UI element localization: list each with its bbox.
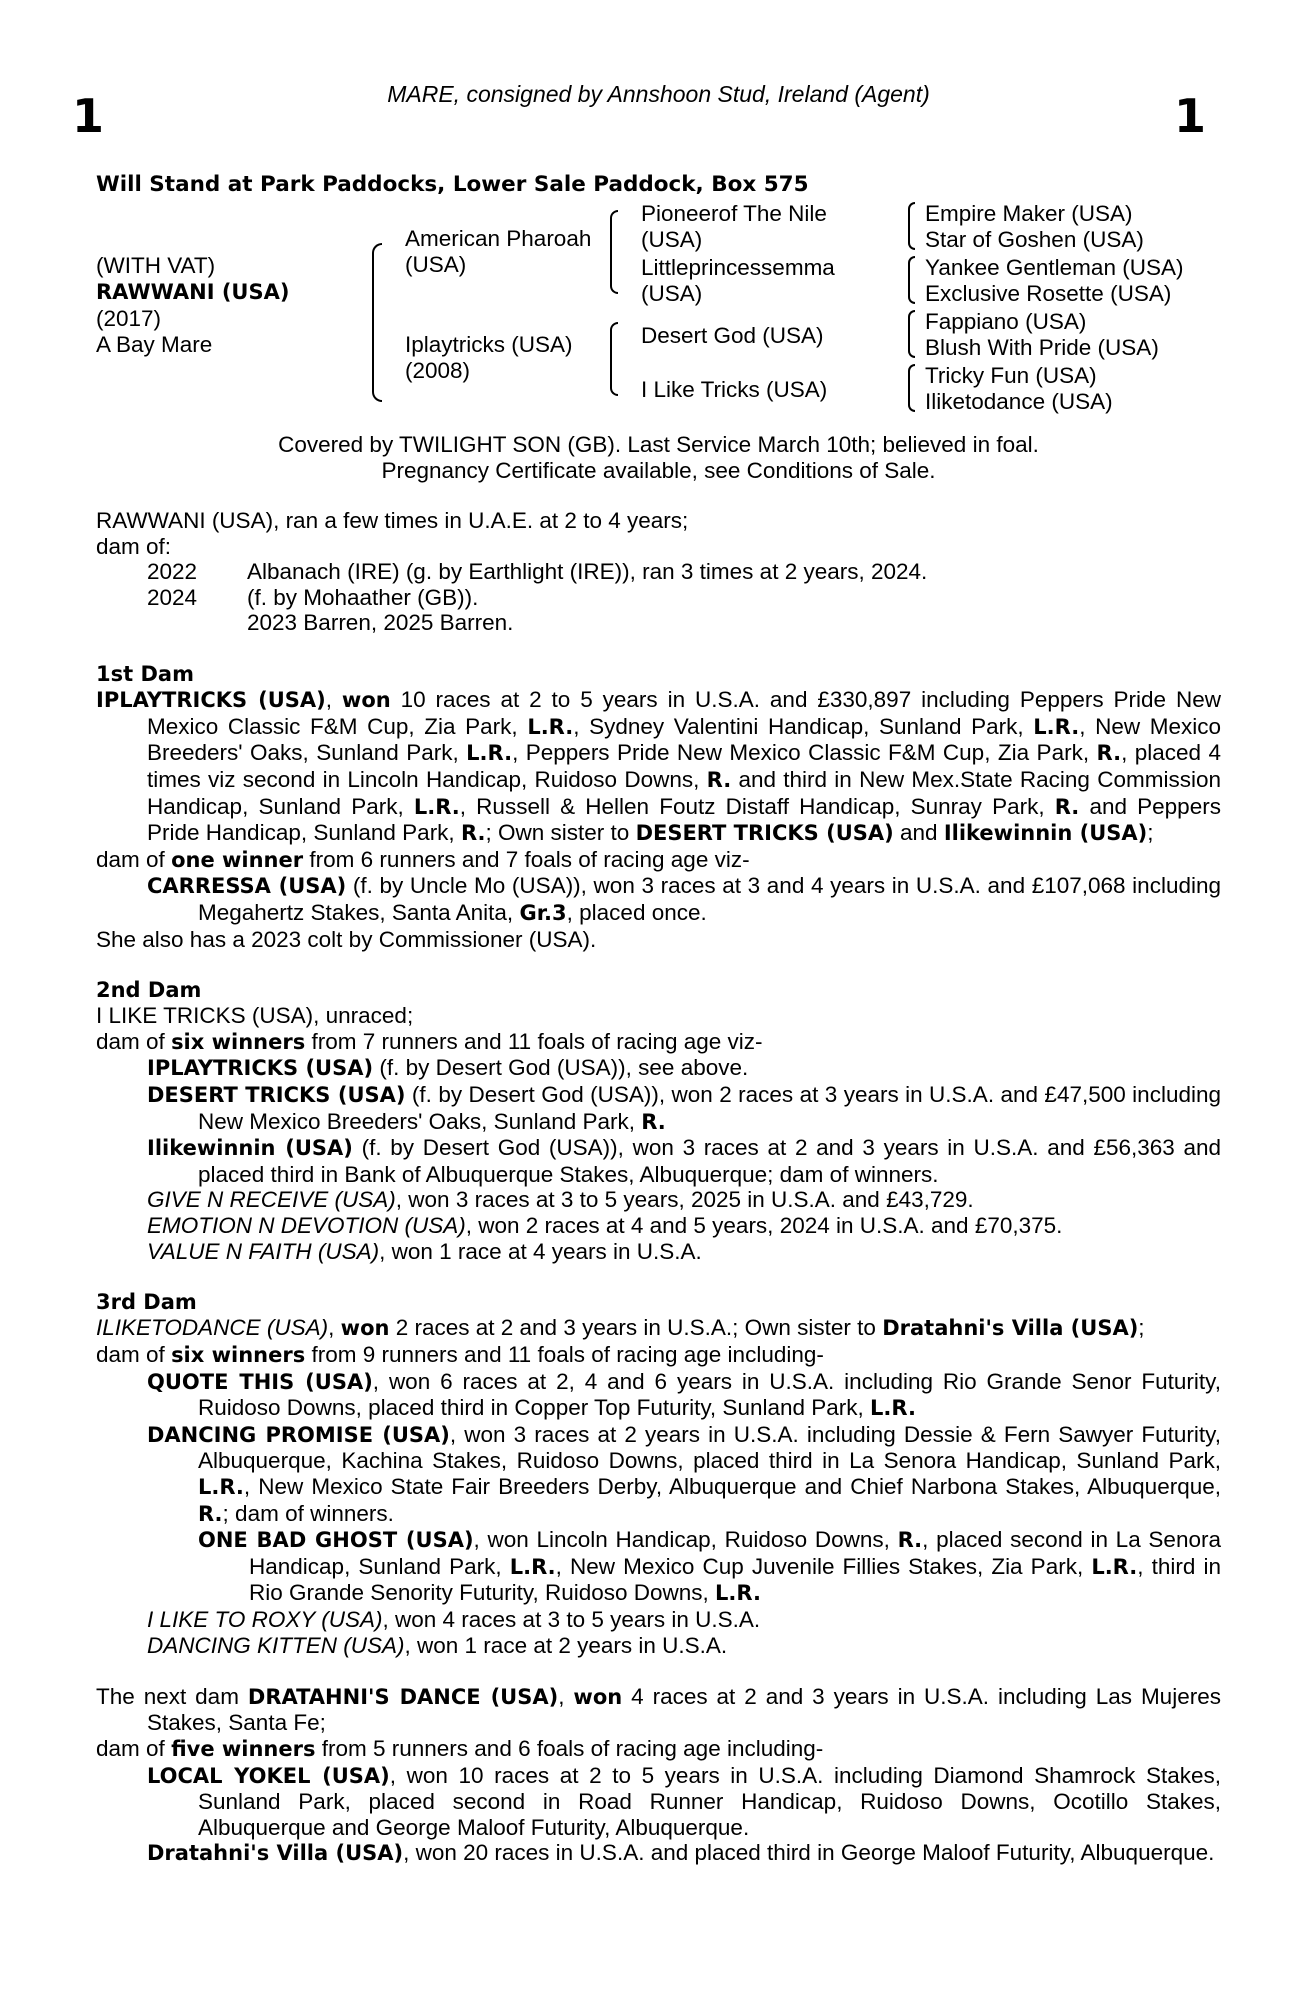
record-text: , Sydney Valentini Handicap, Sunland Park,	[573, 713, 1024, 739]
dam-line1: Iplaytricks (USA)	[405, 332, 573, 357]
race-mark: R.	[198, 1501, 223, 1526]
dds-1: Tricky Fun (USA)	[925, 363, 1097, 388]
progeny-dratahnis-villa	[96, 1840, 1221, 1867]
record-text: from 7 runners and 11 foals of racing age viz-	[311, 1028, 763, 1054]
sire-line2: (USA)	[405, 252, 467, 277]
winner-count: six winners	[171, 1029, 306, 1054]
covered-note	[96, 432, 1221, 483]
lot-number-left: 1	[72, 89, 105, 143]
record-text: , placed 4 times viz second in Lincoln Handicap, Ruidoso Downs,	[147, 740, 1221, 792]
group-race-mark: Gr.3	[519, 900, 567, 925]
intro-dam-of: dam of:	[96, 533, 172, 559]
progeny-one-bad-ghost	[96, 1527, 1221, 1607]
record-text: , Peppers Pride New Mexico Classic F&M Cup, Zia Park,	[512, 740, 1090, 766]
intro-race-line: RAWWANI (USA), ran a few times in U.A.E. at 2 to 4 years;	[96, 508, 689, 533]
first-dam-heading: 1st Dam	[96, 661, 194, 686]
record-text: from 5 runners and 6 foals of racing age including-	[321, 1735, 824, 1761]
record-text: and	[900, 820, 938, 846]
progeny-emotion-n-devotion	[96, 1213, 1221, 1239]
second-dam-heading: 2nd Dam	[96, 977, 202, 1002]
ss-line2: (USA)	[641, 227, 703, 252]
sds-2: Exclusive Rosette (USA)	[925, 281, 1172, 306]
next-dam-name: DRATAHNI'S DANCE (USA)	[247, 1684, 559, 1709]
progeny-name: EMOTION N DEVOTION (USA)	[147, 1213, 466, 1239]
progeny-name: QUOTE THIS (USA)	[147, 1369, 373, 1394]
brace-main	[372, 243, 382, 402]
third-dam-heading: 3rd Dam	[96, 1289, 197, 1314]
produce-year: 2022	[147, 559, 198, 585]
winner-count: one winner	[171, 847, 304, 872]
progeny-name: ONE BAD GHOST (USA)	[198, 1528, 474, 1553]
record-text: (f. by Desert God (USA)), won 3 races at 2 and 3 years in U.S.A. and £56,363 and placed third in Bank of Albuquerque Stakes, Albuquerque; dam of winners.	[198, 1135, 1222, 1187]
progeny-dancing-promise	[96, 1422, 1221, 1527]
record-text: ; dam of winners.	[222, 1500, 394, 1526]
first-dam-also: She also has a 2023 colt by Commissioner (USA).	[96, 926, 597, 952]
progeny-value-n-faith	[96, 1239, 1221, 1265]
progeny-dancing-kitten	[96, 1633, 1221, 1659]
first-dam-record: IPLAYTRICKS (USA), won 10 races at 2 to 5 years in U.S.A. and £330,897 including Peppers Pride New Mexico Classic F&M Cup, Zia Park, L.R., Sydney Valentini Handicap, Sunland Park, L.R., New Mexico Breeders' Oaks, Sunland Park, L.R., Peppers Pride New Mexico Classic F&M Cup, Zia Park, R., placed 4 times viz second in Lincoln Handicap, Ruidoso Downs, R. and third in New Mex.State Racing Commission Handicap, Sunland Park, L.R., Russell & Hellen Foutz Distaff Handicap, Sunray Park, R. and Peppers Pride Handicap, Sunland Park, R.; Own sister to DESERT TRICKS (USA) and Ilikewinnin (USA);	[96, 687, 1221, 846]
listed-race-mark: L.R.	[466, 741, 513, 766]
record-text: from 9 runners and 11 foals of racing age including-	[311, 1342, 824, 1367]
pedigree-body	[96, 508, 1221, 1867]
consignor-line: MARE, consigned by Annshoon Stud, Ireland (Agent)	[387, 81, 930, 107]
progeny-ilikewinnin	[96, 1135, 1221, 1187]
record-text: dam of	[96, 1028, 165, 1054]
record-text: 10 races at 2 to 5 years in U.S.A. and £330,897 including Peppers Pride New Mexico Classic F&M Cup, Zia Park,	[147, 687, 1221, 739]
record-text: dam of	[96, 1735, 165, 1761]
brace-sire	[610, 210, 618, 294]
covered-line1: Covered by TWILIGHT SON (GB). Last Service March 10th; believed in foal.	[278, 432, 1039, 457]
listed-race-mark: L.R.	[198, 1474, 244, 1499]
second-dam-dam-of	[96, 1029, 1221, 1056]
record-text: from 6 runners and 7 foals of racing age viz-	[309, 846, 750, 872]
first-dam-dam-of	[96, 847, 1221, 874]
sss-1: Empire Maker (USA)	[925, 201, 1133, 226]
stand-line: Will Stand at Park Paddocks, Lower Sale Paddock, Box 575	[96, 172, 809, 197]
produce-year: 2024	[147, 584, 198, 610]
record-text: 4 races at 2 and 3 years in U.S.A. including Las Mujeres Stakes, Santa Fe;	[147, 1683, 1221, 1736]
record-text: 2 races at 2 and 3 years in U.S.A.; Own sister to	[395, 1315, 876, 1341]
progeny-name: I LIKE TO ROXY (USA)	[147, 1606, 383, 1632]
record-text: , placed second in La Senora Handicap, Sunland Park,	[249, 1527, 1221, 1579]
record-text: , placed once.	[566, 899, 707, 925]
progeny-name: VALUE N FAITH (USA)	[147, 1238, 380, 1264]
third-dam-dam-of	[96, 1342, 1221, 1369]
produce-text: 2023 Barren, 2025 Barren.	[247, 610, 514, 636]
produce-text: Albanach (IRE) (g. by Earthlight (IRE)), ran 3 times at 2 years, 2024.	[247, 559, 928, 585]
record-text: , won 6 races at 2, 4 and 6 years in U.S.A. including Rio Grande Senor Futurity, Ruidoso Downs, placed third in Copper Top Futurity, Sunland Park,	[198, 1368, 1222, 1421]
record-text: ,	[328, 1315, 335, 1341]
sss-2: Star of Goshen (USA)	[925, 227, 1144, 252]
record-text: , won 20 races in U.S.A. and placed third in George Maloof Futurity, Albuquerque.	[403, 1840, 1215, 1866]
progeny-name: GIVE N RECEIVE (USA)	[147, 1187, 396, 1213]
record-text: and Peppers Pride Handicap, Sunland Park,	[147, 793, 1221, 846]
race-mark: R.	[897, 1528, 923, 1553]
listed-race-mark: L.R.	[1091, 1554, 1138, 1579]
third-dam-record	[96, 1315, 1221, 1342]
record-text: The next dam	[96, 1683, 239, 1709]
brace-dd	[908, 364, 915, 412]
record-text: , won 1 race at 2 years in U.S.A.	[404, 1632, 728, 1658]
record-text: , New Mexico Cup Juvenile Fillies Stakes, Zia Park,	[555, 1553, 1084, 1579]
horse-year: (2017)	[96, 306, 162, 331]
record-text: and third in New Mex.State Racing Commission Handicap, Sunland Park,	[147, 766, 1221, 819]
next-dam-record	[96, 1684, 1221, 1736]
listed-race-mark: L.R.	[413, 794, 460, 819]
second-dam-line: I LIKE TRICKS (USA), unraced;	[96, 1003, 414, 1029]
record-text: dam of	[96, 846, 165, 872]
record-text: , won 2 races at 4 and 5 years, 2024 in U.S.A. and £70,375.	[465, 1213, 1063, 1239]
next-dam-section	[96, 1684, 1221, 1867]
record-text: , won 1 race at 4 years in U.S.A.	[379, 1238, 702, 1264]
ds-name: Desert God (USA)	[641, 323, 824, 348]
listed-race-mark: L.R.	[870, 1396, 916, 1421]
progeny-name: DANCING PROMISE (USA)	[147, 1422, 450, 1447]
first-dam-section	[96, 662, 1221, 953]
produce-list	[96, 559, 1221, 636]
record-text: dam of	[96, 1342, 165, 1367]
sds-1: Yankee Gentleman (USA)	[925, 255, 1184, 280]
progeny-name: IPLAYTRICKS (USA)	[147, 1056, 374, 1081]
listed-race-mark: L.R.	[715, 1581, 761, 1606]
race-mark: R.	[460, 821, 486, 846]
record-text: , New Mexico State Fair Breeders Derby, Albuquerque and Chief Narbona Stakes, Albuquerque,	[243, 1473, 1221, 1499]
produce-text: (f. by Mohaather (GB)).	[247, 584, 479, 610]
won-label: won	[341, 688, 391, 713]
record-text: , New Mexico Breeders' Oaks, Sunland Park,	[147, 713, 1221, 766]
record-text: , won 3 races at 2 years in U.S.A. including Dessie & Fern Sawyer Futurity, Albuquerque, Kachina Stakes, Ruidoso Downs, placed third in La Senora Handicap, Sunland Park,	[198, 1421, 1221, 1474]
sibling-name: DESERT TRICKS (USA)	[635, 821, 894, 846]
record-text: , third in Rio Grande Senority Futurity, Ruidoso Downs,	[249, 1553, 1221, 1606]
sibling-name: Ilikewinnin (USA)	[943, 821, 1148, 846]
record-text: , won 10 races at 2 to 5 years in U.S.A. including Diamond Shamrock Stakes, Sunland Park, placed second in Road Runner Handicap, Ruidoso Downs, Ocotillo Stakes, Albuquerque and George Maloof Futurity, Albuquerque.	[198, 1762, 1221, 1840]
record-text: , won 4 races at 3 to 5 years in U.S.A.	[382, 1606, 761, 1632]
sire-line1: American Pharoah	[405, 226, 592, 251]
progeny-name: Ilikewinnin (USA)	[147, 1136, 353, 1161]
progeny-iplaytricks	[96, 1055, 1221, 1082]
horse-description: A Bay Mare	[96, 332, 213, 357]
record-text: (f. by Desert God (USA)), see above.	[379, 1055, 749, 1081]
progeny-caressa	[96, 873, 1221, 926]
winner-count: five winners	[171, 1736, 316, 1761]
ss-line1: Pioneerof The Nile	[641, 201, 827, 226]
winner-count: six winners	[171, 1343, 306, 1367]
record-text: (f. by Uncle Mo (USA)), won 3 races at 3 and 4 years in U.S.A. and £107,068 including Megahertz Stakes, Santa Anita,	[198, 873, 1221, 925]
progeny-name: LOCAL YOKEL (USA)	[147, 1763, 390, 1788]
horse-name: RAWWANI (USA)	[96, 280, 290, 304]
record-text: ;	[1138, 1315, 1145, 1341]
dss-1: Fappiano (USA)	[925, 309, 1087, 334]
brace-ds	[908, 310, 915, 358]
third-dam-section	[96, 1290, 1221, 1658]
listed-race-mark: L.R.	[1033, 714, 1080, 739]
dam-line2: (2008)	[405, 358, 471, 383]
next-dam-dam-of	[96, 1736, 1221, 1763]
progeny-give-n-receive	[96, 1187, 1221, 1213]
brace-dam	[610, 322, 618, 396]
dds-2: Iliketodance (USA)	[925, 389, 1113, 414]
race-mark: R.	[706, 767, 732, 792]
listed-race-mark: L.R.	[527, 714, 574, 739]
brace-ss	[908, 202, 915, 250]
progeny-desert-tricks	[96, 1082, 1221, 1135]
sd-line1: Littleprincessemma	[641, 255, 835, 280]
covered-line2: Pregnancy Certificate available, see Conditions of Sale.	[381, 457, 936, 483]
progeny-name: DANCING KITTEN (USA)	[147, 1632, 405, 1658]
first-dam-name: IPLAYTRICKS (USA)	[96, 688, 326, 713]
progeny-i-like-to-roxy	[96, 1607, 1221, 1633]
won-label: won	[340, 1316, 390, 1341]
dd-name: I Like Tricks (USA)	[641, 377, 828, 402]
record-text: , won Lincoln Handicap, Ruidoso Downs,	[473, 1527, 890, 1553]
brace-sd	[908, 256, 915, 304]
listed-race-mark: L.R.	[509, 1554, 556, 1579]
race-mark: R.	[641, 1109, 666, 1134]
produce-year	[147, 610, 247, 636]
progeny-name: CARRESSA (USA)	[147, 874, 347, 899]
record-text: ,	[558, 1683, 565, 1709]
won-label: won	[573, 1684, 623, 1709]
progeny-name: Dratahni's Villa (USA)	[147, 1841, 404, 1866]
record-text: (f. by Desert God (USA)), won 2 races at 3 years in U.S.A. and £47,500 including New Mexico Breeders' Oaks, Sunland Park,	[198, 1082, 1221, 1134]
second-dam-section	[96, 978, 1221, 1265]
sd-line2: (USA)	[641, 281, 703, 306]
race-mark: R.	[1096, 741, 1122, 766]
lot-number-right: 1	[1174, 89, 1207, 143]
sibling-name: Dratahni's Villa (USA)	[882, 1316, 1139, 1341]
record-text: , Russell & Hellen Foutz Distaff Handicap, Sunray Park,	[459, 793, 1045, 819]
horse-vat: (WITH VAT)	[96, 253, 216, 278]
record-text: ;	[1147, 820, 1154, 846]
race-mark: R.	[1054, 794, 1080, 819]
third-dam-name: ILIKETODANCE (USA)	[96, 1315, 329, 1341]
record-text: , won 3 races at 3 to 5 years, 2025 in U.S.A. and £43,729.	[395, 1187, 974, 1213]
progeny-name: DESERT TRICKS (USA)	[147, 1083, 406, 1108]
record-text: ; Own sister to	[485, 820, 630, 846]
progeny-local-yokel	[96, 1763, 1221, 1841]
progeny-quote-this	[96, 1369, 1221, 1422]
dss-2: Blush With Pride (USA)	[925, 335, 1159, 360]
